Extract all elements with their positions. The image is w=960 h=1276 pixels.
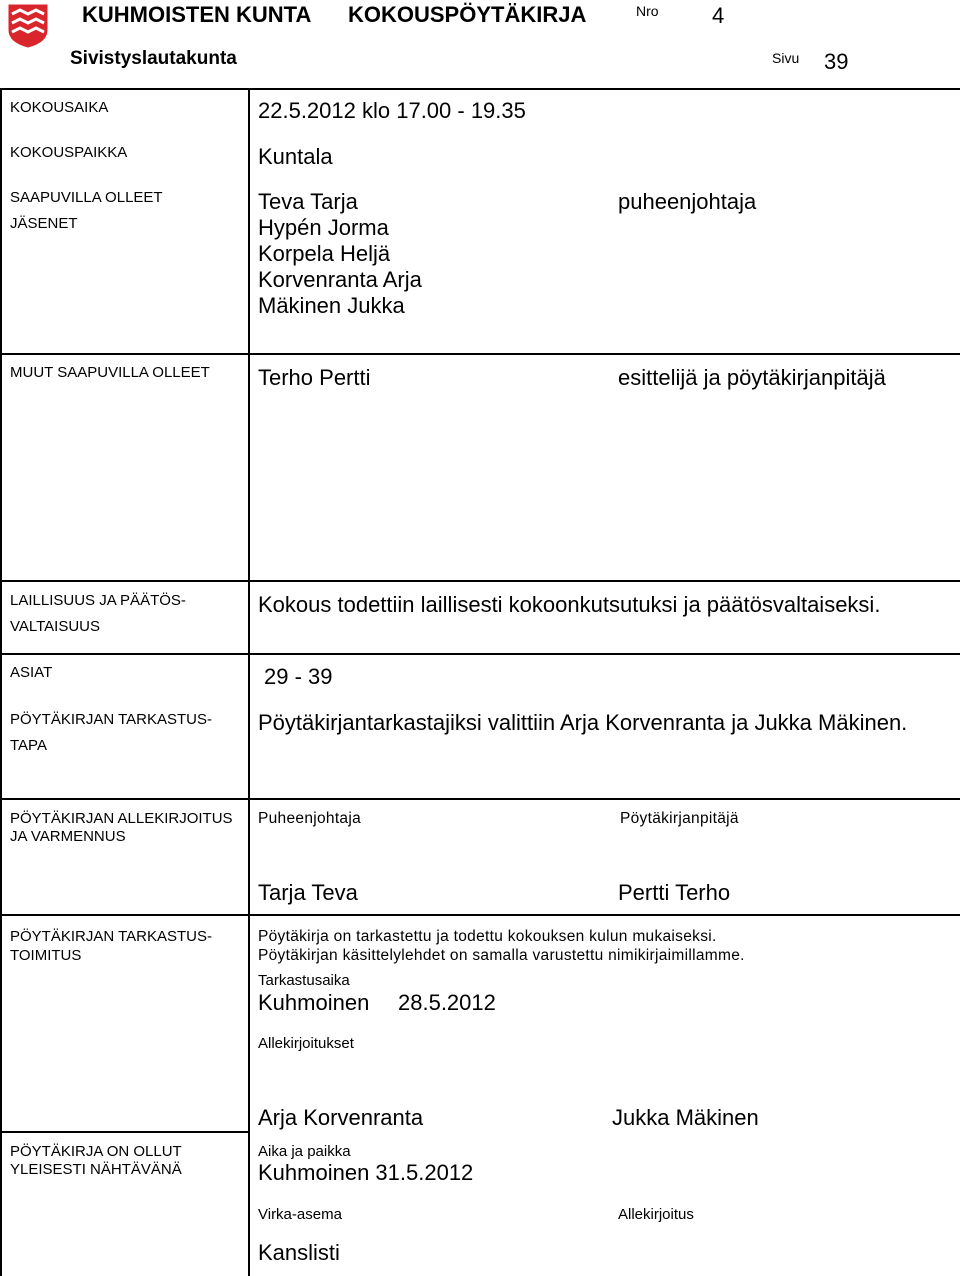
document-type: KOKOUSPÖYTÄKIRJA [348,2,587,27]
row-divider [0,798,960,800]
coat-of-arms-logo [8,4,48,48]
member-name: Teva Tarja [258,189,358,214]
position-label: Virka-asema [258,1206,342,1223]
secretary-name: Pertti Terho [618,880,731,905]
review-method-text: Pöytäkirjantarkastajiksi valittiin Arja Korvenranta ja Jukka Mäkinen. [258,710,908,735]
position-value: Kanslisti [258,1240,340,1265]
public-label: PÖYTÄKIRJA ON OLLUT [10,1143,182,1160]
legality-label-2: VALTAISUUS [10,618,101,635]
member-name: Korvenranta Arja [258,267,422,292]
legality-text: Kokous todettiin laillisesti kokoonkutsutuksi ja päätösvaltaiseksi. [258,592,881,617]
review-place: Kuhmoinen [258,990,370,1015]
secretary-title: Pöytäkirjanpitäjä [620,810,739,827]
meeting-place-value: Kuntala [258,144,333,169]
municipality-name: KUHMOISTEN KUNTA [82,2,312,27]
review-done-label: PÖYTÄKIRJAN TARKASTUS- [10,928,212,945]
review-statement: Pöytäkirja on tarkastettu ja todettu kokouksen kulun mukaiseksi. [258,928,717,945]
review-method-label: PÖYTÄKIRJAN TARKASTUS- [10,711,212,728]
legality-label: LAILLISUUS JA PÄÄTÖS- [10,592,186,609]
signature-field-label: Allekirjoitus [618,1206,694,1223]
frame-left [0,88,2,1276]
column-divider [248,88,250,1276]
signature-label-2: JA VARMENNUS [10,828,126,845]
row-divider [0,1131,250,1133]
number-value: 4 [712,3,725,28]
row-divider [0,653,960,655]
time-place-label: Aika ja paikka [258,1143,351,1160]
signature-label: PÖYTÄKIRJAN ALLEKIRJOITUS [10,810,233,827]
meeting-time-label: KOKOUSAIKA [10,99,109,116]
row-divider [0,353,960,355]
member-name: Hypén Jorma [258,215,389,240]
meeting-time-value: 22.5.2012 klo 17.00 - 19.35 [258,98,526,123]
others-name: Terho Pertti [258,365,371,390]
others-role: esittelijä ja pöytäkirjanpitäjä [618,365,886,390]
review-done-label-2: TOIMITUS [10,947,82,964]
member-name: Mäkinen Jukka [258,293,405,318]
row-divider [0,914,960,916]
number-label: Nro [636,3,659,19]
frame-top [0,88,960,90]
time-place-value: Kuhmoinen 31.5.2012 [258,1160,474,1185]
members-label-2: JÄSENET [10,215,78,232]
chair-name: Tarja Teva [258,880,358,905]
review-method-label-2: TAPA [10,737,47,754]
page-number: 39 [824,49,849,74]
items-value: 29 - 39 [264,664,333,689]
reviewer-1-name: Arja Korvenranta [258,1105,424,1130]
review-time-label: Tarkastusaika [258,972,350,989]
public-label-2: YLEISESTI NÄHTÄVÄNÄ [10,1161,182,1178]
page-label: Sivu [772,50,800,66]
others-label: MUUT SAAPUVILLA OLLEET [10,364,210,381]
review-date: 28.5.2012 [398,990,496,1015]
members-label: SAAPUVILLA OLLEET [10,189,163,206]
chair-role: puheenjohtaja [618,189,757,214]
chair-title: Puheenjohtaja [258,810,362,827]
signatures-label: Allekirjoitukset [258,1035,354,1052]
items-label: ASIAT [10,664,53,681]
member-name: Korpela Heljä [258,241,391,266]
board-name: Sivistyslautakunta [70,48,237,69]
row-divider [0,580,960,582]
reviewer-2-name: Jukka Mäkinen [612,1105,759,1130]
review-statement-2: Pöytäkirjan käsittelylehdet on samalla varustettu nimikirjaimillamme. [258,947,745,964]
meeting-place-label: KOKOUSPAIKKA [10,144,128,161]
